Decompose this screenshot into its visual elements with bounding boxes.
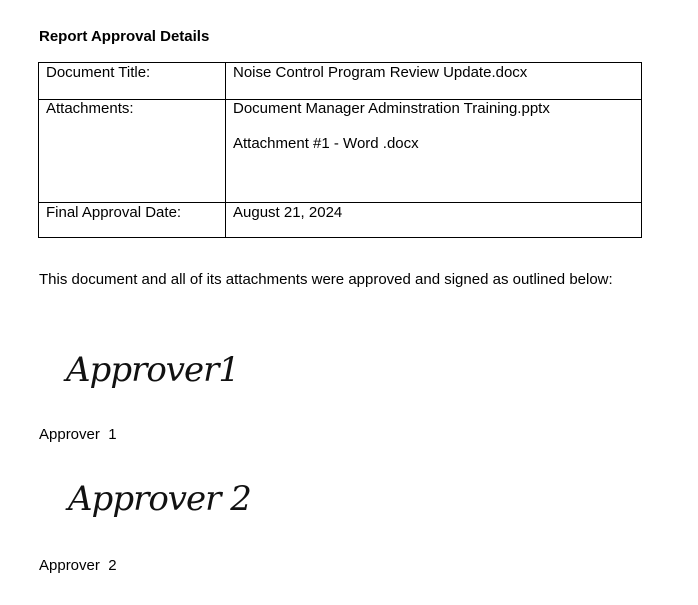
table-row: [39, 100, 642, 203]
report-heading: Report Approval Details: [39, 28, 210, 45]
final-approval-date-label: Final Approval Date:: [39, 203, 226, 238]
approver-2-signature: Approver 2: [68, 479, 251, 519]
final-approval-date-value: August 21, 2024: [226, 203, 642, 238]
attachments-list: [226, 100, 642, 203]
approver-1-signature: Approver1: [66, 350, 240, 390]
approver-2-name: Approver 2: [39, 557, 117, 574]
table-row: [39, 203, 642, 238]
document-title-value: Noise Control Program Review Update.docx: [226, 63, 642, 100]
attachment-item: Document Manager Adminstration Training.pptx: [233, 100, 550, 117]
table-row: [39, 63, 642, 100]
approval-details-table: [38, 62, 642, 238]
attachment-item: Attachment #1 - Word .docx: [233, 135, 419, 152]
approver-1-name: Approver 1: [39, 426, 117, 443]
document-title-label: Document Title:: [39, 63, 226, 100]
attachments-label: Attachments:: [39, 100, 226, 203]
approval-statement: This document and all of its attachments were approved and signed as outlined below:: [39, 271, 613, 288]
